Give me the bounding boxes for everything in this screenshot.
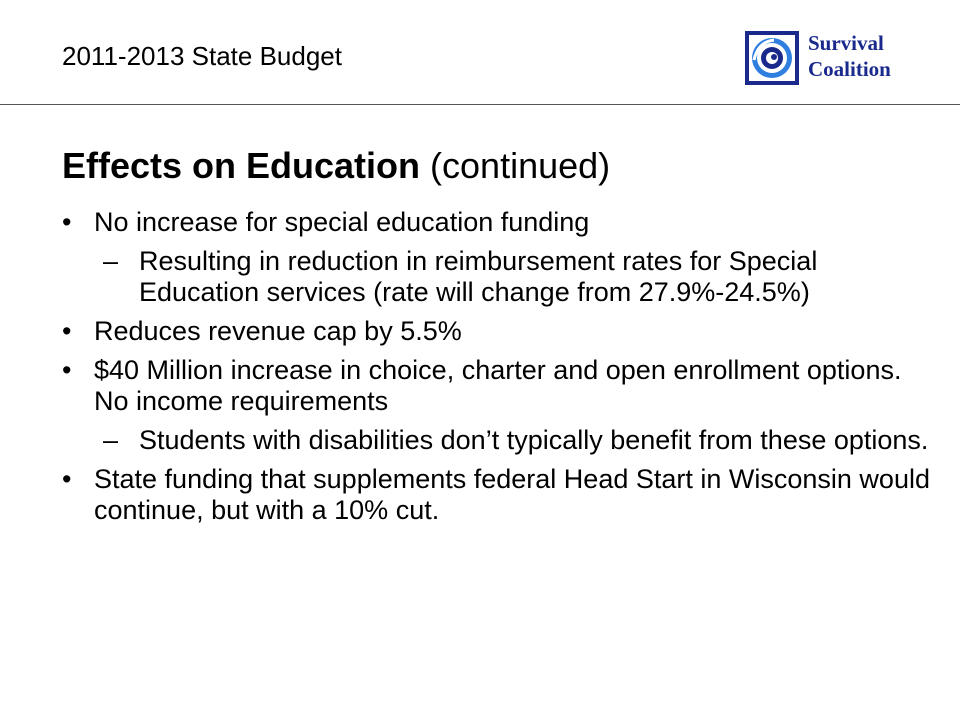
sub-bullet-marker: – [103, 246, 119, 276]
bullet-text: Reduces revenue cap by 5.5% [94, 316, 462, 346]
sub-bullet-marker: – [103, 425, 119, 455]
slide-header-title: 2011-2013 State Budget [62, 41, 342, 71]
logo-line-coalition: Coalition [808, 57, 891, 81]
bullet-marker: • [62, 316, 72, 346]
bullet-item [62, 316, 942, 347]
sub-bullet-item [62, 246, 942, 308]
bullet-text: Students with disabilities don’t typically benefit from these options. [139, 425, 929, 455]
bullet-list [62, 207, 942, 534]
survival-coalition-logo [744, 28, 910, 88]
slide-heading-bold: Effects on Education [62, 145, 421, 186]
logo-line-survival: Survival [808, 31, 884, 55]
bullet-item [62, 355, 942, 417]
header-divider [0, 104, 960, 105]
bullet-text: State funding that supplements federal Head Start in Wisconsin would continue, but with a 10% cut. [94, 464, 930, 525]
slide-heading-suffix: (continued) [420, 145, 611, 186]
bullet-text: No increase for special education funding [94, 207, 590, 237]
bullet-text: $40 Million increase in choice, charter and open enrollment options. No income requirements [94, 355, 902, 416]
slide-heading [62, 144, 610, 188]
bullet-marker: • [62, 355, 72, 385]
bullet-marker: • [62, 464, 72, 494]
bullet-item [62, 207, 942, 238]
bullet-item [62, 464, 942, 526]
logo-wordmark [808, 30, 891, 82]
bullet-text: Resulting in reduction in reimbursement rates for Special Education services (rate will change from 27.9%-24.5%) [139, 246, 818, 307]
sub-bullet-item [62, 425, 942, 456]
bullet-marker: • [62, 207, 72, 237]
target-swirl-icon [744, 30, 800, 86]
